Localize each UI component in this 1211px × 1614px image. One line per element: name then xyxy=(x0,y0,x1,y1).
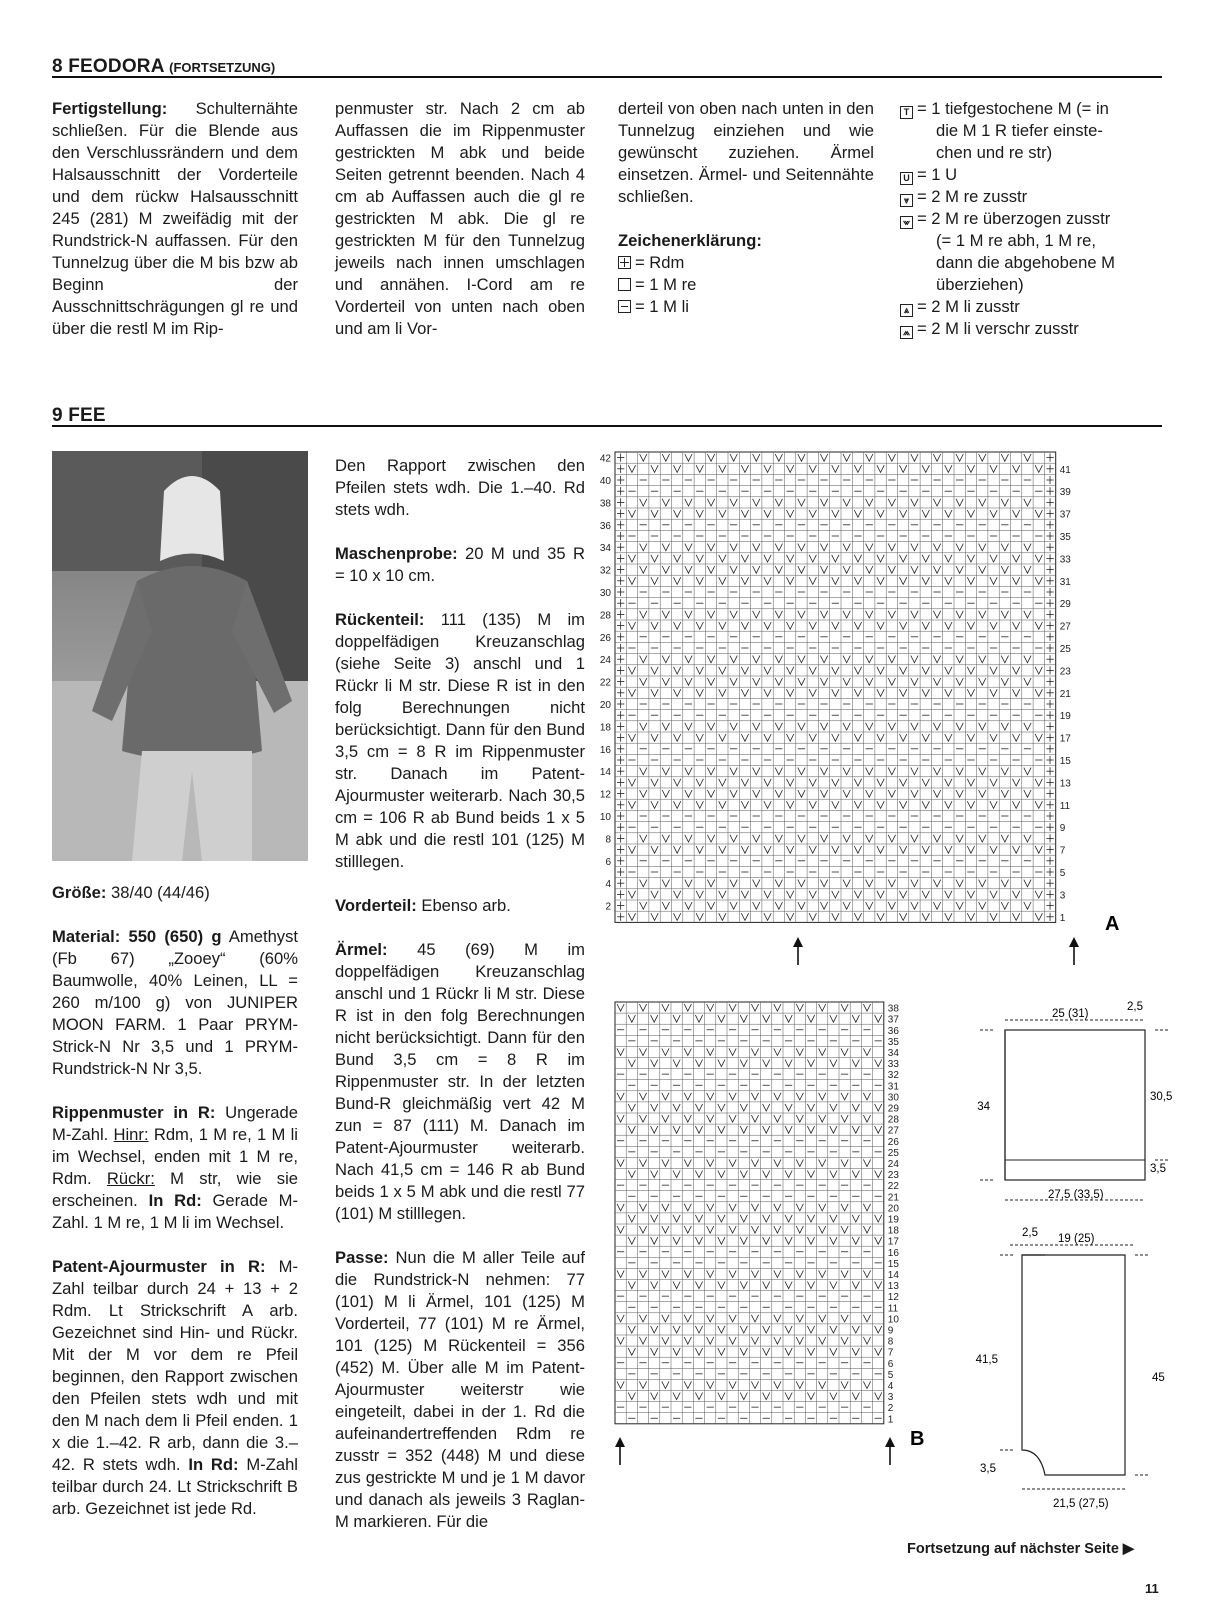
section-title: 9 FEE xyxy=(52,405,106,426)
yoke-label: Passe: xyxy=(335,1248,389,1267)
row-number: 41 xyxy=(1059,464,1071,476)
row-number: 22 xyxy=(887,1181,899,1193)
sleeve-label: Ärmel: xyxy=(335,940,388,959)
page-number: 11 xyxy=(1145,1581,1159,1596)
row-number: 36 xyxy=(887,1025,899,1037)
row-number: 38 xyxy=(599,498,611,510)
row-number: 14 xyxy=(599,767,611,779)
row-number: 34 xyxy=(887,1047,899,1059)
row-number: 21 xyxy=(887,1192,899,1204)
finishing-text: Schulternähte schließen. Für die Blende aus den Verschlussrändern und dem Halsausschnitt der Vorderteile und dem rückw Halsausschnitt 245 (281) M zweifädig mit der Rundstrick-N auffassen. Für den Tunnelzug über die M bis bzw ab Beginn der Ausschnittschrägungen gl re und über die restl M im Rip- xyxy=(52,99,298,338)
back-label: Rückenteil: xyxy=(335,610,425,629)
legend-p2tog-tbl: ⩕ = 2 M li verschr zusstr xyxy=(900,318,1162,340)
row-number: 40 xyxy=(599,476,611,487)
chart-b-left-arrow-head xyxy=(615,1437,625,1447)
legend-skp: ⩖ = 2 M re überzogen zusstr xyxy=(900,208,1162,230)
section-header-fee xyxy=(52,405,1162,427)
row-number: 3 xyxy=(887,1392,894,1404)
row-number: 32 xyxy=(887,1070,899,1082)
row-number: 35 xyxy=(887,1036,899,1048)
row-number: 38 xyxy=(887,1003,899,1015)
row-number: 5 xyxy=(887,1369,894,1381)
row-number: 8 xyxy=(887,1336,894,1348)
chart-a-left-arrow-head xyxy=(793,937,803,947)
section-header-feodora xyxy=(52,56,1162,78)
back-right-height: 30,5 xyxy=(1150,1091,1173,1103)
row-number: 28 xyxy=(887,1114,899,1126)
feodora-col-2 xyxy=(335,98,585,340)
row-number: 2 xyxy=(605,901,611,913)
size-text: 38/40 (44/46) xyxy=(106,883,210,902)
back-top-width: 25 (31) xyxy=(1052,1008,1089,1020)
row-number: 12 xyxy=(887,1292,899,1304)
row-number: 9 xyxy=(887,1325,894,1337)
legend-yarn-over: U = 1 U xyxy=(900,164,1162,186)
sleeve-rib: 3,5 xyxy=(980,1463,996,1475)
sleeve-right-height: 45 xyxy=(1152,1372,1165,1384)
row-number: 16 xyxy=(887,1247,899,1259)
row-number: 26 xyxy=(887,1136,899,1148)
row-number: 18 xyxy=(887,1225,899,1237)
row-number: 32 xyxy=(599,565,611,577)
rapport-text: Den Rapport zwischen den Pfeilen stets wdh. Die 1.–40. Rd stets wdh. xyxy=(335,456,585,519)
row-number: 13 xyxy=(887,1281,899,1293)
row-number: 17 xyxy=(887,1236,899,1248)
row-number: 19 xyxy=(887,1214,899,1226)
chart-b-label: B xyxy=(910,1428,925,1450)
legend-p2tog: ⩓ = 2 M li zusstr xyxy=(900,296,1162,318)
row-number: 15 xyxy=(887,1258,899,1270)
purl-icon xyxy=(618,300,631,313)
row-number: 11 xyxy=(1059,800,1071,812)
knitting-chart-a xyxy=(599,450,1130,980)
row-number: 31 xyxy=(887,1081,899,1093)
back-rib: 3,5 xyxy=(1150,1163,1166,1175)
row-number: 10 xyxy=(599,812,611,823)
feodora-col-3-text: derteil von oben nach unten in den Tunnelzug einziehen und wie gewünscht zuziehen. Ärmel einsetzen. Ärmel- und Seitennähte schließen. xyxy=(618,99,874,206)
row-number: 27 xyxy=(887,1125,899,1137)
row-number: 27 xyxy=(1059,621,1071,633)
row-number: 23 xyxy=(1059,666,1071,678)
feodora-col-3 xyxy=(618,98,874,318)
gauge-label: Maschenprobe: xyxy=(335,544,458,563)
continued-note: Fortsetzung auf nächster Seite ▶ xyxy=(907,1541,1135,1557)
row-number: 22 xyxy=(599,677,611,689)
feodora-col-4: T = 1 tiefgestochene M (= in die M 1 R tiefer einste- chen und re str) U = 1 U ⩔ = 2 M re zusstr ⩖ = 2 M re überzogen zusstr (= 1 M re abh, 1 M re, dann die abgehobene M überziehen) ⩓ = 2 M li zusstr ⩕ = 2 M li verschr zusstr xyxy=(900,98,1162,340)
row-number: 14 xyxy=(887,1269,899,1281)
p2tog-tbl-icon: ⩕ xyxy=(900,326,913,339)
back-shoulder: 2,5 xyxy=(1127,1001,1143,1013)
fee-col-2: Den Rapport zwischen den Pfeilen stets wdh. Die 1.–40. Rd stets wdh. Maschenprobe: 20 M und 35 R = 10 x 10 cm. Rückenteil: 111 (135) M im doppelfädigen Kreuzanschlag (siehe Seite 3) anschl und 1 Rückr li M str. Diese R ist in den folg Berechnungen nicht berücksichtigt. Dann für den Bund 3,5 cm = 8 R im Rippenmuster str. Danach im Patent-Ajourmuster weiterarb. Nach 30,5 cm = 106 R ab Bund beids 1 x 5 M abk und die restl 101 (125) M stilllegen. Vorderteil: Ebenso arb. Ärmel: 45 (69) M im doppelfädigen Kreuzanschlag anschl und 1 Rückr li M str. Diese R ist in den folg Berechnungen nicht berücksichtigt. Dann für den Bund 3,5 cm = 8 R im Rippenmuster str. In der letzten Bund-R gleichmäßig vert 42 M zun = 87 (111) M. Danach im Patent-Ajourmuster weiterarb. Nach 41,5 cm = 146 R ab Bund beids 1 x 5 M abk und die restl 77 (101) M stilllegen. Passe: Nun die M aller Teile auf die Rundstrick-N nehmen: 77 (101) M li Ärmel, 101 (125) M Vorderteil, 77 (101) M re Ärmel, 101 (125) M Rückenteil = 356 (452) M. Über alle M im Patent-Ajourmuster weiterstr wie eingeteilt, dabei in der 1. Rd die aufeinandertreffenden Rdm re zusstr = 352 (448) M und diese zus gestrickte M und je 1 M davor und danach als jeweils 3 Raglan-M markieren. Für die xyxy=(335,456,585,1531)
section-title: 8 FEODORA xyxy=(52,56,165,77)
row-number: 31 xyxy=(1059,576,1071,588)
back-bottom-width: 27,5 (33,5) xyxy=(1048,1189,1104,1201)
row-number: 26 xyxy=(599,632,611,644)
legend-knit: = 1 M re xyxy=(618,274,874,296)
row-number: 20 xyxy=(887,1203,899,1215)
row-number: 37 xyxy=(1059,509,1071,521)
row-number: 6 xyxy=(887,1358,894,1370)
row-number: 28 xyxy=(599,610,611,622)
row-number: 33 xyxy=(887,1059,899,1071)
sleeve-top-width: 19 (25) xyxy=(1058,1233,1095,1245)
row-number: 37 xyxy=(887,1014,899,1026)
yarn-over-icon: U xyxy=(900,172,913,185)
row-number: 2 xyxy=(887,1403,894,1415)
rib-label: Rippenmuster in R: xyxy=(52,1103,216,1122)
row-number: 17 xyxy=(1059,733,1071,745)
row-number: 11 xyxy=(887,1303,899,1315)
sleeve-bottom-width: 21,5 (27,5) xyxy=(1053,1498,1109,1510)
row-number: 4 xyxy=(887,1380,894,1392)
row-number: 23 xyxy=(887,1170,899,1182)
legend-rdm: = Rdm xyxy=(618,252,874,274)
back-left-height: 34 xyxy=(977,1101,990,1113)
row-number: 8 xyxy=(605,834,611,846)
feodora-col-2-text: penmuster str. Nach 2 cm ab Auffassen die im Rippenmuster gestrickten M abk und beide Seiten getrennt beenden. Nach 4 cm ab Auffassen auch die gl re gestrickten M abk. Die gl re gestrickten M für den Tunnelzug jeweils nach innen umschlagen und annähen. I-Cord am re Vorderteil von unten nach oben und am li Vor- xyxy=(335,99,585,338)
row-number: 18 xyxy=(599,722,611,734)
front-label: Vorderteil: xyxy=(335,896,417,915)
row-number: 12 xyxy=(599,789,611,801)
row-number: 1 xyxy=(887,1414,894,1426)
row-number: 35 xyxy=(1059,532,1071,543)
k2tog-icon: ⩔ xyxy=(900,194,913,207)
row-number: 25 xyxy=(887,1147,899,1159)
legend-title: Zeichenerklärung: xyxy=(618,231,762,250)
row-number: 3 xyxy=(1059,890,1066,902)
row-number: 7 xyxy=(1059,845,1066,857)
row-number: 39 xyxy=(1059,487,1071,499)
knit-icon xyxy=(618,278,631,291)
chart-a-label: A xyxy=(1105,913,1120,935)
row-number: 30 xyxy=(599,588,611,599)
row-number: 34 xyxy=(599,543,611,555)
rdm-icon xyxy=(618,256,631,269)
sleeve-shoulder: 2,5 xyxy=(1022,1227,1038,1239)
row-number: 20 xyxy=(599,700,611,711)
row-number: 5 xyxy=(1059,868,1066,879)
row-number: 33 xyxy=(1059,554,1071,566)
p2tog-icon: ⩓ xyxy=(900,304,913,317)
size-label: Größe: xyxy=(52,883,107,902)
row-number: 15 xyxy=(1059,756,1071,767)
row-number: 7 xyxy=(887,1347,894,1359)
row-number: 29 xyxy=(887,1103,899,1115)
patent-label: Patent-Ajourmuster in R: xyxy=(52,1257,266,1276)
schematic-back xyxy=(960,1000,1180,1210)
legend-k2tog: ⩔ = 2 M re zusstr xyxy=(900,186,1162,208)
row-number: 16 xyxy=(599,744,611,756)
row-number: 19 xyxy=(1059,711,1071,723)
row-number: 10 xyxy=(887,1314,899,1326)
material-text: Amethyst (Fb 67) „Zooey“ (60% Baumwolle, 40% Leinen, LL = 260 m/100 g) von JUNIPER MOON FARM. 1 Paar PRYM-Strick-N Nr 3,5 und 1 PRYM-Rundstrick-N Nr 3,5. xyxy=(52,927,298,1078)
row-number: 42 xyxy=(599,453,611,465)
legend-tiefgestochen: T = 1 tiefgestochene M (= in xyxy=(900,98,1162,120)
finishing-label: Fertigstellung: xyxy=(52,99,168,118)
legend-purl: = 1 M li xyxy=(618,296,874,318)
row-number: 13 xyxy=(1059,778,1071,790)
row-number: 24 xyxy=(887,1158,899,1170)
knitting-chart-b xyxy=(610,1000,940,1500)
row-number: 24 xyxy=(599,655,611,667)
row-number: 29 xyxy=(1059,599,1071,611)
row-number: 4 xyxy=(605,879,611,891)
row-number: 21 xyxy=(1059,688,1071,700)
tiefgestochen-icon: T xyxy=(900,106,913,119)
row-number: 36 xyxy=(599,520,611,532)
sleeve-left-height: 41,5 xyxy=(975,1354,998,1366)
row-number: 30 xyxy=(887,1092,899,1104)
row-number: 1 xyxy=(1059,912,1066,924)
section-subtitle: (FORTSETZUNG) xyxy=(169,60,276,75)
row-number: 25 xyxy=(1059,644,1071,655)
model-photo-illustration xyxy=(52,451,308,861)
skp-icon: ⩖ xyxy=(900,216,913,229)
row-number: 9 xyxy=(1059,823,1066,835)
material-label: Material: 550 (650) g xyxy=(52,927,222,946)
schematic-sleeve xyxy=(960,1225,1180,1515)
fee-col-1: Größe: 38/40 (44/46) Material: 550 (650) g Amethyst (Fb 67) „Zooey“ (60% Baumwolle, 40% Leinen, LL = 260 m/100 g) von JUNIPER MOON FARM. 1 Paar PRYM-Strick-N Nr 3,5 und 1 PRYM-Rundstrick-N Nr 3,5. Rippenmuster in R: Ungerade M-Zahl. Hinr: Rdm, 1 M re, 1 M li im Wechsel, enden mit 1 M re, Rdm. Rückr: M str, wie sie erscheinen. In Rd: Gerade M-Zahl. 1 M re, 1 M li im Wechsel. Patent-Ajourmuster in R: M-Zahl teilbar durch 24 + 13 + 2 Rdm. Lt Strickschrift A arb. Gezeichnet sind Hin- und Rückr. Mit der M vor dem re Pfeil beginnen, den Rapport zwischen den Pfeilen stets wdh und mit den M nach dem li Pfeil enden. 1 x die 1.–42. R arb, dann die 3.–42. R stets wdh. In Rd: M-Zahl teilbar durch 24. Lt Strickschrift B arb. Gezeichnet ist jede Rd. xyxy=(52,883,298,1518)
feodora-col-1 xyxy=(52,98,298,340)
chart-b-right-arrow-head xyxy=(885,1437,895,1447)
row-number: 6 xyxy=(605,856,611,868)
chart-a-right-arrow-head xyxy=(1069,937,1079,947)
model-photo xyxy=(52,451,308,861)
